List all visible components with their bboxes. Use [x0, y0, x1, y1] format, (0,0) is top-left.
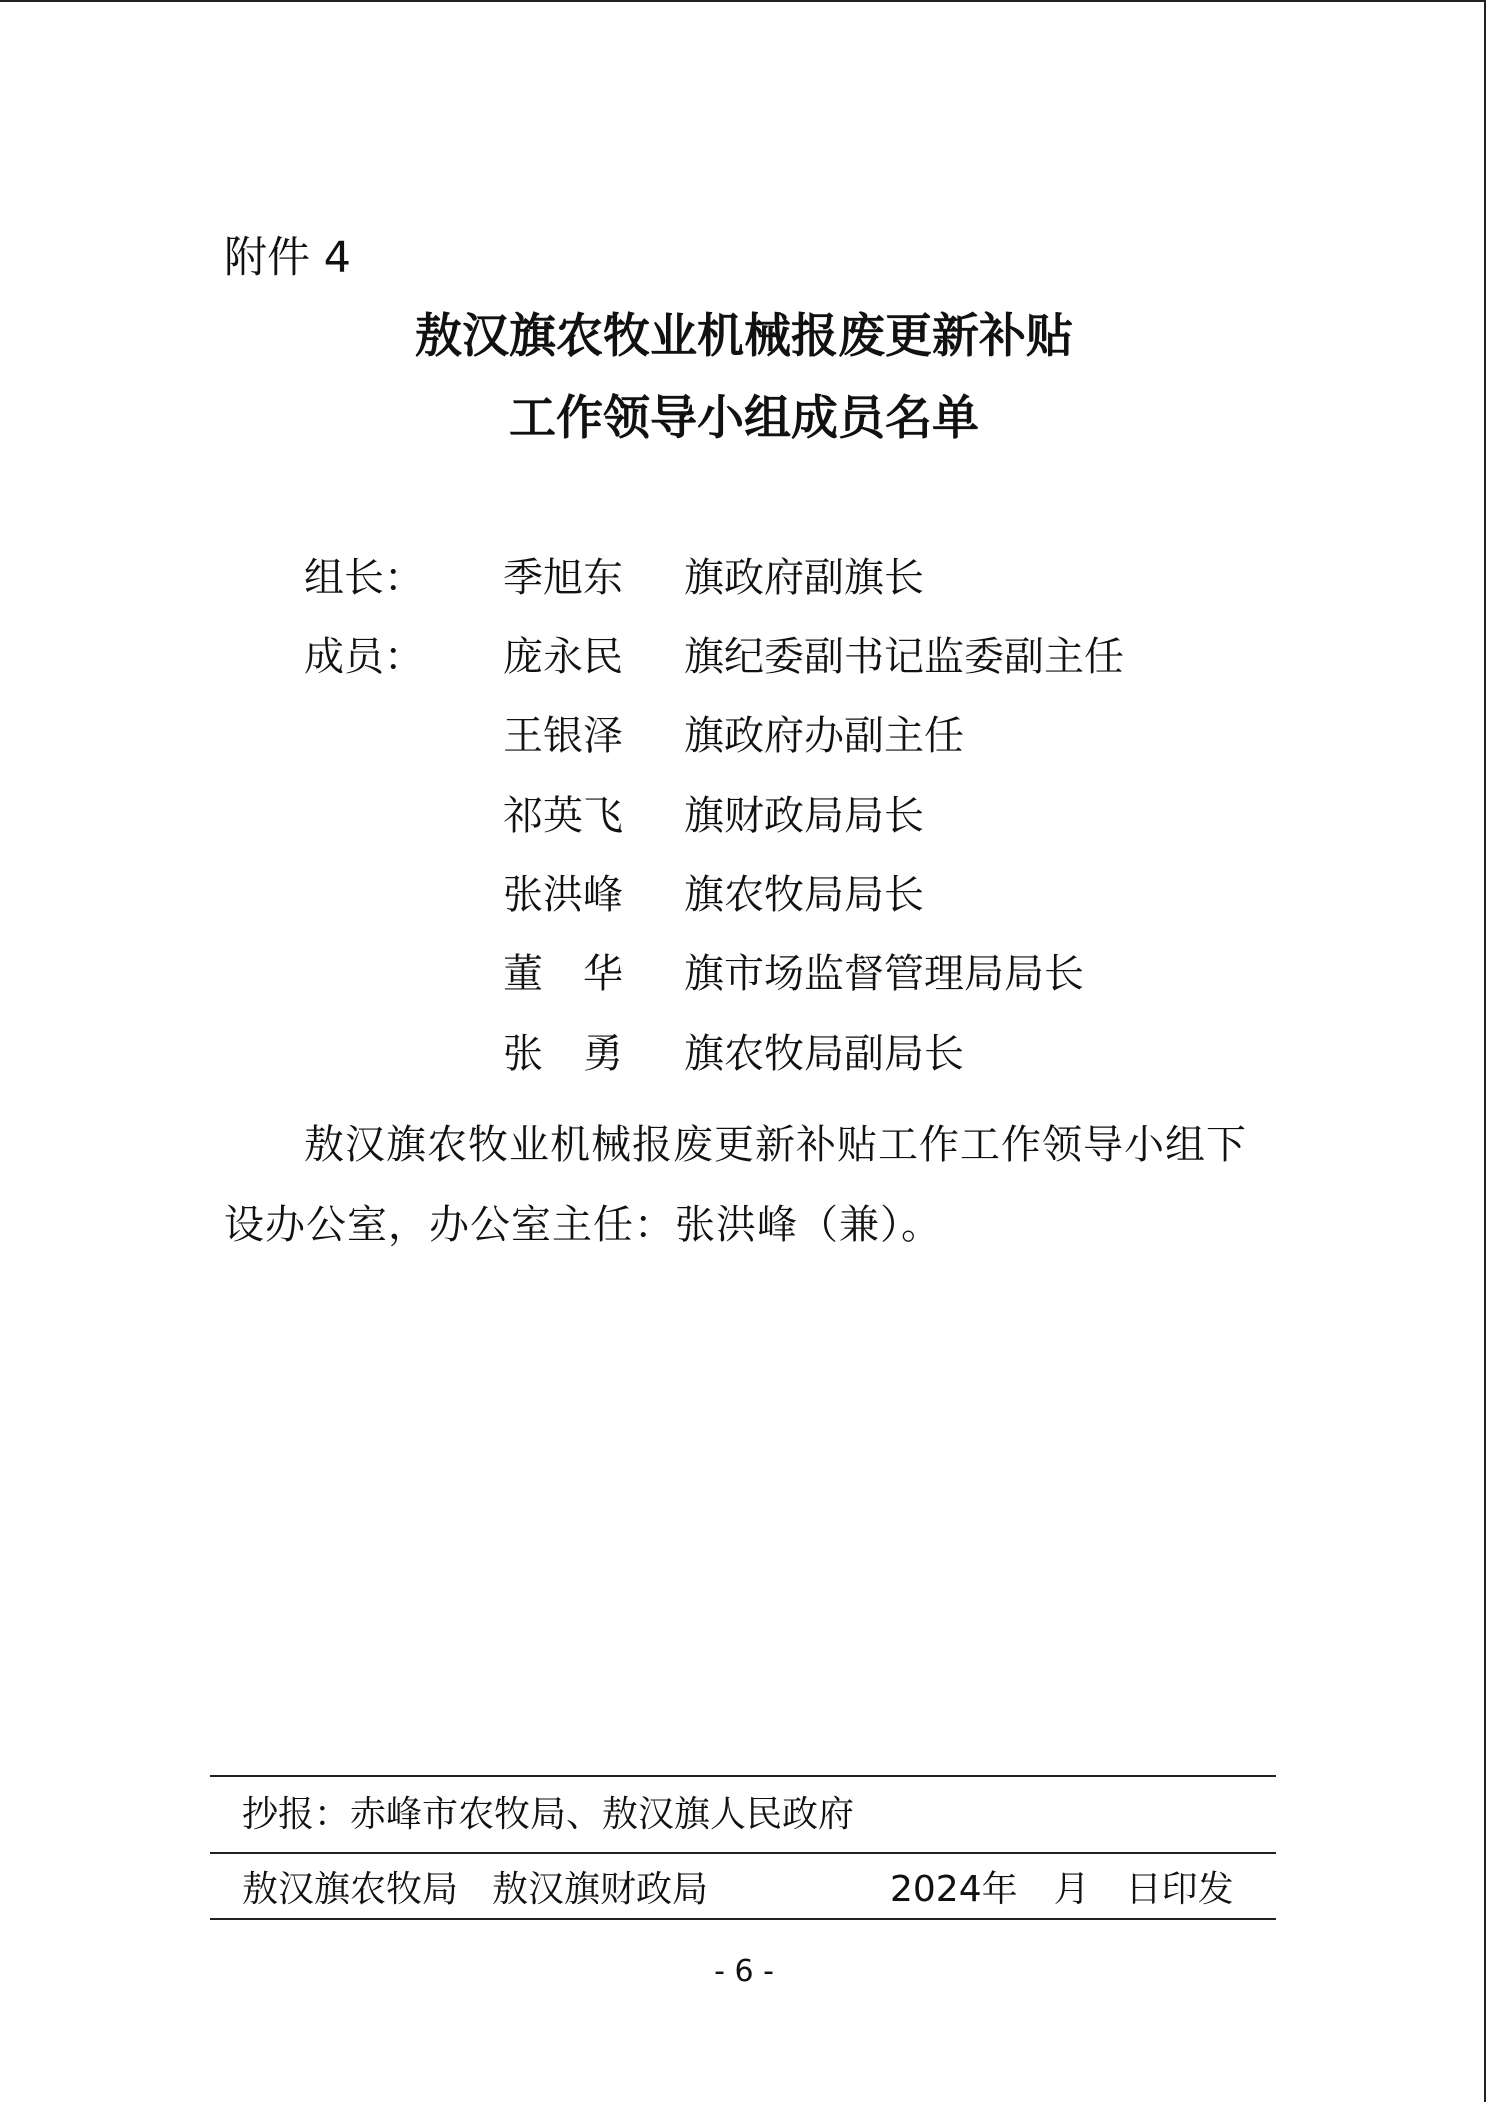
document-title-line-2: 工作领导小组成员名单 — [509, 391, 979, 446]
attachment-label: 附件 4 — [224, 233, 352, 283]
cc-recipients: 抄报：赤峰市农牧局、敖汉旗人民政府 — [242, 1794, 855, 1835]
member-name: 张洪峰 — [503, 872, 623, 918]
member-name: 董 华 — [503, 951, 623, 997]
footer-divider-middle — [210, 1852, 1276, 1854]
member-position: 旗纪委副书记监委副主任 — [684, 634, 1124, 680]
member-position: 旗财政局局长 — [684, 793, 924, 839]
office-note-paragraph: 敖汉旗农牧业机械报废更新补贴工作工作领导小组下设办公室，办公室主任：张洪峰（兼）。 — [224, 1122, 1247, 1248]
page-number: - 6 - — [714, 1954, 774, 1989]
role-label: 成员： — [304, 634, 424, 680]
member-position: 旗农牧局局长 — [684, 872, 924, 918]
member-position: 旗政府副旗长 — [684, 555, 924, 601]
member-name: 季旭东 — [503, 555, 623, 601]
member-position: 旗农牧局副局长 — [684, 1031, 964, 1077]
footer-divider-bottom — [210, 1918, 1276, 1920]
document-title-line-1: 敖汉旗农牧业机械报废更新补贴 — [415, 309, 1073, 364]
member-name: 张 勇 — [503, 1031, 623, 1077]
issuers — [242, 1865, 708, 1915]
role-label: 组长： — [304, 555, 424, 601]
issuer-agriculture-bureau: 敖汉旗农牧局 — [242, 1869, 459, 1910]
member-name: 王银泽 — [503, 713, 623, 759]
member-name: 庞永民 — [503, 634, 623, 680]
issue-date: 2024年 月 日印发 — [890, 1869, 1234, 1910]
member-position: 旗市场监督管理局局长 — [684, 951, 1084, 997]
footer-divider-top — [210, 1775, 1276, 1777]
member-name: 祁英飞 — [503, 793, 623, 839]
member-position: 旗政府办副主任 — [684, 713, 964, 759]
issuer-finance-bureau: 敖汉旗财政局 — [492, 1869, 709, 1910]
